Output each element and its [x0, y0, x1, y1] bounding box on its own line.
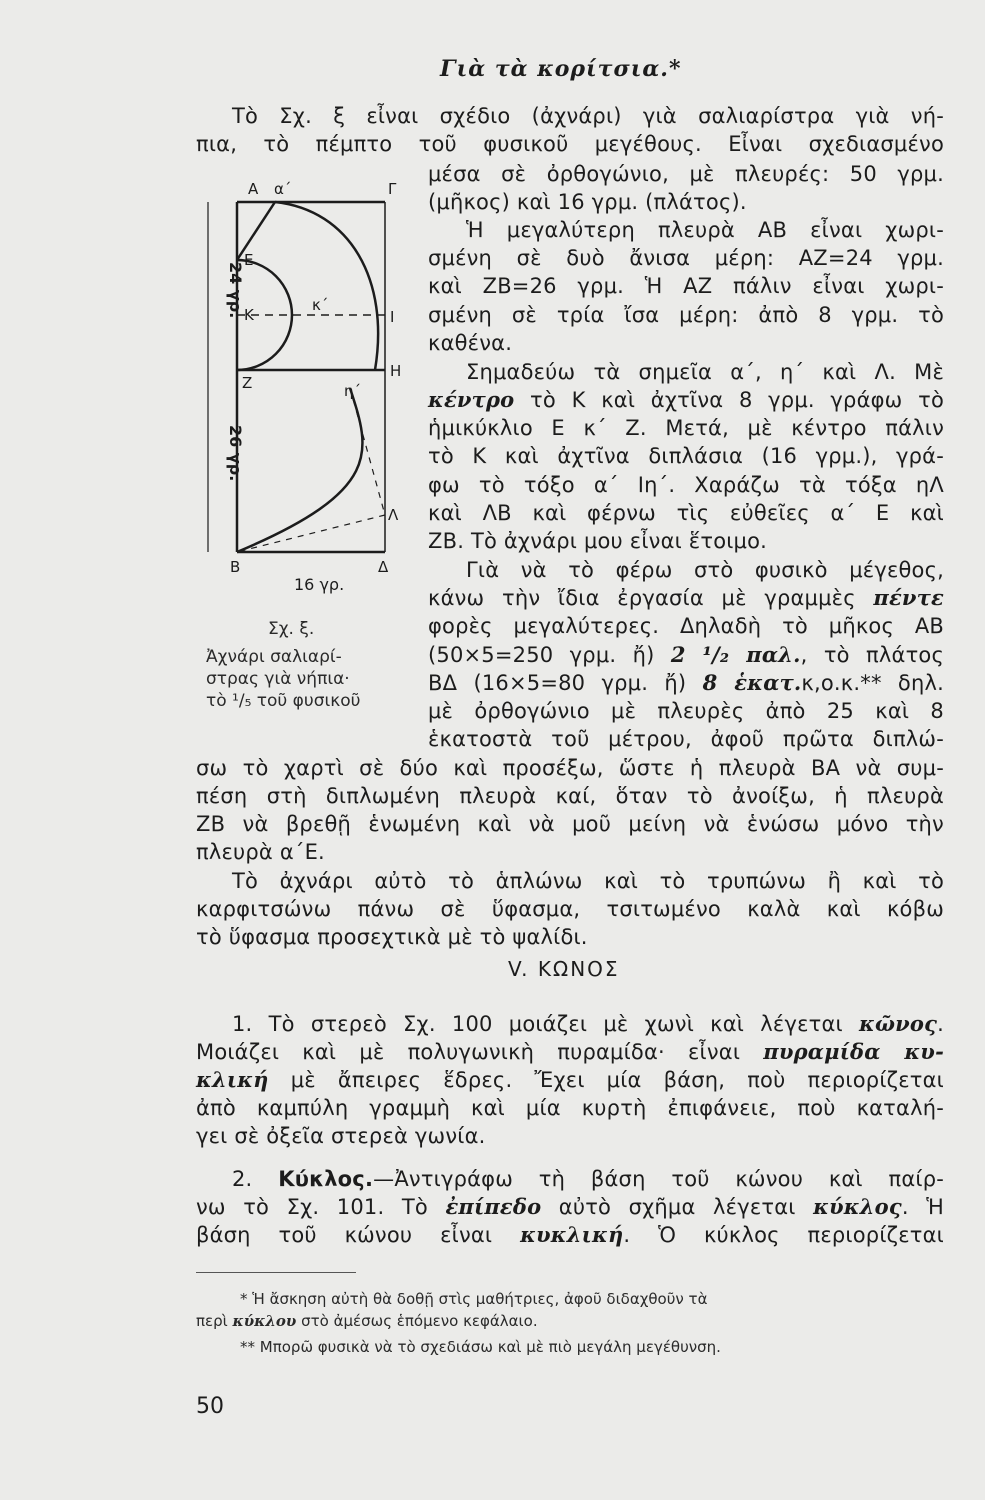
- emphasis: κυκλική: [520, 1222, 624, 1247]
- emphasis: κέντρο: [428, 387, 515, 412]
- text-line: [428, 386, 944, 414]
- figure-caption-line: στρας γιὰ νήπια·: [206, 669, 350, 689]
- emphasis: κύκλος: [813, 1194, 902, 1219]
- page-number: 50: [196, 1394, 224, 1419]
- text-line: Σημαδεύω τὰ σημεῖα α΄, η΄ καὶ Λ. Μὲ: [466, 360, 944, 384]
- text-line: καθένα.: [428, 331, 513, 355]
- text-line: πλευρὰ α΄Ε.: [196, 840, 325, 864]
- text-span: στὸ ἀμέσως ἑπόμενο κεφάλαιο.: [296, 1312, 538, 1330]
- text-line: ἀπὸ καμπύλη γραμμὴ καὶ μία κυρτὴ ἐπιφάνειε, ποὺ καταλή-: [196, 1096, 944, 1120]
- label-i: Ι: [390, 308, 395, 326]
- label-delta: Δ: [378, 558, 389, 576]
- text-span: —Ἀντιγράφω τὴ βάση τοῦ κώνου καὶ παίρ-: [373, 1167, 945, 1191]
- text-line: μὲ ὀρθογώνιο μὲ πλευρὲς ἀπὸ 25 καὶ 8: [428, 699, 944, 723]
- arc-eta-lambda-b: [237, 388, 362, 552]
- section-title: V. ΚΩΝΟΣ: [508, 957, 620, 981]
- label-lambda: Λ: [388, 506, 399, 524]
- text-span: μὲ ἄπειρες ἕδρες. Ἔχει μία βάση, ποὺ περιορίζεται: [268, 1068, 944, 1092]
- footnote-2: ** Μπορῶ φυσικὰ νὰ τὸ σχεδιάσω καὶ μὲ πιὸ μεγάλη μεγέθυνση.: [240, 1338, 721, 1356]
- label-kappa: κ΄: [312, 296, 329, 314]
- emphasis: πυραμίδα κυ-: [763, 1039, 944, 1064]
- bold-term: Κύκλος.: [278, 1167, 374, 1191]
- emphasis: 8 ἑκατ.: [702, 670, 802, 695]
- text-line: φω τὸ τόξο α΄ Ιη΄. Χαράζω τὰ τόξα ηΛ: [428, 473, 944, 497]
- text-span: κ,ο.κ.** δηλ.: [801, 671, 944, 695]
- text-line: σμένη σὲ δυὸ ἄνισα μέρη: ΑΖ=24 γρμ.: [428, 246, 944, 270]
- text-span: . Ὁ κύκλος περιορίζεται: [623, 1223, 944, 1247]
- text-span: Μοιάζει καὶ μὲ πολυγωνικὴ πυραμίδα· εἶναι: [196, 1040, 764, 1064]
- text-line: καὶ ΛΒ καὶ φέρνω τὶς εὐθεῖες α΄ Ε καὶ: [428, 501, 944, 525]
- emphasis: πέντε: [873, 585, 944, 610]
- text-line: [232, 1010, 944, 1038]
- figure-caption-line: Ἀχνάρι σαλιαρί-: [206, 647, 342, 667]
- footnote-1-cont: [196, 1310, 538, 1332]
- text-line: [196, 1221, 944, 1249]
- text-line: καὶ ΖΒ=26 γρμ. Ἡ ΑΖ πάλιν εἶναι χωρι-: [428, 274, 944, 298]
- figure-caption-title: Σχ. ξ.: [268, 619, 315, 639]
- text-line: πέση στὴ διπλωμένη πλευρὰ καί, ὅταν τὸ ἀνοίξω, ἡ πλευρὰ: [196, 784, 944, 808]
- text-span: 1. Τὸ στερεὸ Σχ. 100 μοιάζει μὲ χωνὶ καὶ λέγεται: [232, 1012, 859, 1036]
- dim-width-label: 16 γρ.: [294, 575, 345, 594]
- emphasis: κύκλου: [232, 1312, 297, 1330]
- label-h: Η: [390, 362, 402, 380]
- text-line: [196, 1066, 944, 1094]
- text-line: μέσα σὲ ὀρθογώνιο, μὲ πλευρές: 50 γρμ.: [428, 162, 944, 186]
- text-span: . Ἡ: [901, 1195, 944, 1219]
- label-gamma: Γ: [388, 180, 397, 198]
- label-alpha: α΄: [274, 180, 292, 198]
- emphasis: κλική: [196, 1067, 269, 1092]
- text-line: καρφιτσώνω πάνω σὲ ὕφασμα, τσιτωμένο καλὰ καὶ κόβω: [196, 897, 944, 921]
- line-alpha-e: [237, 202, 275, 260]
- emphasis: κῶνος: [859, 1011, 938, 1036]
- text-span: , τὸ πλάτος: [800, 643, 944, 667]
- text-line: [196, 1038, 944, 1066]
- emphasis: ἐπίπεδο: [445, 1194, 542, 1219]
- text-line: ἑκατοστὰ τοῦ μέτρου, ἀφοῦ πρῶτα διπλώ-: [428, 727, 944, 751]
- text-line: σω τὸ χαρτὶ σὲ δύο καὶ προσέξω, ὥστε ἡ πλευρὰ ΒΑ νὰ συμ-: [196, 756, 944, 780]
- label-eta: η΄: [344, 382, 362, 400]
- text-line: [196, 1193, 944, 1221]
- page-title: Γιὰ τὰ κορίτσια.*: [440, 56, 682, 82]
- figure-caption-line: τὸ ¹/₅ τοῦ φυσικοῦ: [206, 691, 361, 711]
- text-line: γει σὲ ὀξεῖα στερεὰ γωνία.: [196, 1124, 486, 1148]
- text-span: βάση τοῦ κώνου εἶναι: [196, 1223, 521, 1247]
- text-span: τὸ Κ καὶ ἀχτῖνα 8 γρμ. γράφω τὸ: [514, 388, 944, 412]
- text-span: 2.: [232, 1167, 279, 1191]
- label-a: Α: [248, 180, 259, 198]
- text-line: (μῆκος) καὶ 16 γρμ. (πλάτος).: [428, 190, 747, 214]
- label-k: Κ: [244, 306, 254, 324]
- text-line: ΖΒ νὰ βρεθῇ ἑνωμένη καὶ νὰ μοῦ μείνη νὰ ἑνώσω μόνο τὴν: [196, 812, 944, 836]
- text-line: σμένη σὲ τρία ἴσα μέρη: ἀπὸ 8 γρμ. τὸ: [428, 303, 944, 327]
- text-span: .: [937, 1012, 944, 1036]
- dim-top-label: 24 γρ.: [226, 262, 245, 319]
- dim-bottom-label: 26 γρ.: [226, 425, 245, 482]
- text-span: νω τὸ Σχ. 101. Τὸ: [196, 1195, 446, 1219]
- text-line: [428, 584, 944, 612]
- arc-alpha-i-eta: [275, 202, 378, 370]
- text-line: [232, 1165, 944, 1193]
- text-line: τὸ Κ καὶ ἀχτῖνα διπλάσια (16 γρμ.), γρά-: [428, 444, 944, 468]
- text-span: κάνω τὴν ἴδια ἐργασία μὲ γραμμὲς: [428, 586, 874, 610]
- text-line: ΖΒ. Τὸ ἀχνάρι μου εἶναι ἕτοιμο.: [428, 529, 768, 553]
- text-line: Γιὰ νὰ τὸ φέρω στὸ φυσικὸ μέγεθος,: [466, 558, 944, 582]
- text-line: τὸ ὕφασμα προσεχτικὰ μὲ τὸ ψαλίδι.: [196, 925, 588, 949]
- label-e: Ε: [244, 251, 254, 269]
- bib-pattern-figure: [200, 170, 420, 600]
- text-span: (50×5=250 γρμ. ἤ): [428, 643, 671, 667]
- text-span: ΒΔ (16×5=80 γρμ. ἤ): [428, 671, 703, 695]
- text-line: Ἡ μεγαλύτερη πλευρὰ ΑΒ εἶναι χωρι-: [466, 218, 944, 242]
- text-line: φορὲς μεγαλύτερες. Δηλαδὴ τὸ μῆκος ΑΒ: [428, 614, 944, 638]
- text-span: περὶ: [196, 1312, 233, 1330]
- footnote-rule: [196, 1272, 356, 1273]
- label-b: Β: [230, 558, 241, 576]
- text-span: αὐτὸ σχῆμα λέγεται: [541, 1195, 814, 1219]
- text-line: [428, 669, 944, 697]
- emphasis: 2 ¹/₂ παλ.: [670, 642, 801, 667]
- footnote-1: * Ἡ ἄσκηση αὐτὴ θὰ δοθῇ στὶς μαθήτριες, ἀφοῦ διδαχθοῦν τὰ: [240, 1290, 708, 1308]
- text-line: [428, 641, 944, 669]
- text-line: ἡμικύκλιο Ε κ΄ Ζ. Μετά, μὲ κέντρο πάλιν: [428, 416, 944, 440]
- label-z: Ζ: [242, 374, 253, 392]
- dashed-lambda-b: [237, 515, 385, 552]
- text-line: Τὸ ἀχνάρι αὐτὸ τὸ ἁπλώνω καὶ τὸ τρυπώνω ἢ καὶ τὸ: [232, 869, 944, 893]
- text-line: πια, τὸ πέμπτο τοῦ φυσικοῦ μεγέθους. Εἶναι σχεδιασμένο: [196, 132, 944, 156]
- text-line: Τὸ Σχ. ξ εἶναι σχέδιο (ἀχνάρι) γιὰ σαλιαρίστρα γιὰ νή-: [232, 104, 944, 128]
